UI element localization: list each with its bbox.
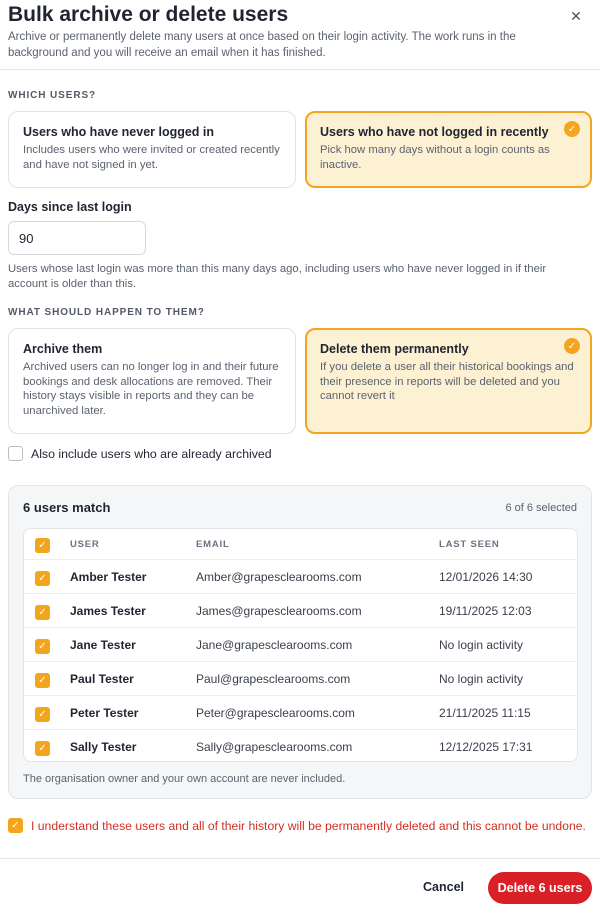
dialog-subtitle: Archive or permanently delete many users at once based on their login activity. The work runs in the background and you will receive an email when it has finished. [8, 31, 516, 59]
table-row[interactable] [24, 662, 577, 696]
user-email: Paul@grapesclearooms.com [196, 671, 351, 686]
row-checkbox[interactable]: ✓ [35, 571, 50, 586]
user-name: Jane Tester [70, 637, 136, 652]
selected-count: 6 of 6 selected [505, 502, 577, 514]
table-row[interactable] [24, 730, 577, 762]
user-email: Amber@grapesclearooms.com [196, 569, 362, 584]
days-input[interactable] [8, 221, 146, 255]
option-desc: If you delete a user all their historical bookings and their presence in reports will be deleted and you cannot revert it [320, 361, 574, 402]
user-email: James@grapesclearooms.com [196, 603, 362, 618]
check-icon: ✓ [564, 121, 580, 137]
check-icon: ✓ [564, 338, 580, 354]
option-title: Users who have never logged in [23, 125, 215, 139]
user-name: Amber Tester [70, 569, 147, 584]
table-row[interactable] [24, 628, 577, 662]
users-table [23, 528, 578, 762]
table-row[interactable] [24, 696, 577, 730]
user-name: James Tester [70, 603, 146, 618]
confirm-checkbox[interactable]: ✓ [8, 818, 23, 833]
confirm-label: I understand these users and all of their history will be permanently deleted and this cannot be undone. [31, 818, 586, 833]
column-user: USER [70, 538, 100, 550]
user-last-seen: 12/01/2026 14:30 [439, 569, 533, 584]
user-last-seen: No login activity [439, 637, 524, 652]
cancel-button[interactable]: Cancel [417, 879, 470, 895]
user-last-seen: 19/11/2025 12:03 [439, 603, 532, 618]
option-never-logged-in[interactable] [8, 111, 296, 188]
user-last-seen: 12/12/2025 17:31 [439, 740, 533, 754]
dialog-title: Bulk archive or delete users [8, 3, 289, 26]
user-name: Paul Tester [70, 671, 134, 686]
option-desc: Includes users who were invited or created recently and have not signed in yet. [23, 144, 280, 171]
table-row[interactable] [24, 560, 577, 594]
dialog-header [0, 0, 600, 70]
days-help-text: Users whose last login was more than this many days ago, including users who have never logged in if their account is older than this. [8, 263, 547, 290]
include-archived-option[interactable] [8, 446, 272, 461]
option-desc: Pick how many days without a login counts as inactive. [320, 144, 550, 171]
option-title: Delete them permanently [320, 342, 469, 356]
column-last-seen: LAST SEEN [439, 538, 500, 550]
select-all-checkbox[interactable]: ✓ [35, 538, 50, 553]
row-checkbox[interactable]: ✓ [35, 741, 50, 756]
column-email: EMAIL [196, 538, 230, 550]
row-checkbox[interactable]: ✓ [35, 673, 50, 688]
user-last-seen: No login activity [439, 671, 524, 686]
user-name: Sally Tester [70, 740, 137, 754]
user-last-seen: 21/11/2025 11:15 [439, 705, 531, 720]
include-archived-label: Also include users who are already archived [31, 446, 272, 461]
user-email: Peter@grapesclearooms.com [196, 705, 355, 720]
matches-note: The organisation owner and your own account are never included. [23, 773, 346, 785]
matches-title: 6 users match [23, 500, 111, 515]
matches-panel [8, 485, 592, 799]
option-archive[interactable] [8, 328, 296, 434]
days-label: Days since last login [8, 200, 132, 214]
table-header [24, 529, 577, 560]
option-delete-permanently[interactable] [305, 328, 592, 434]
include-archived-checkbox[interactable] [8, 446, 23, 461]
option-not-logged-in-recently[interactable] [305, 111, 592, 188]
close-icon[interactable]: ✕ [570, 7, 582, 24]
which-users-label: WHICH USERS? [8, 90, 97, 101]
option-title: Archive them [23, 342, 103, 356]
user-name: Peter Tester [70, 705, 139, 720]
delete-users-button[interactable]: Delete 6 users [488, 872, 592, 904]
row-checkbox[interactable]: ✓ [35, 707, 50, 722]
row-checkbox[interactable]: ✓ [35, 605, 50, 620]
row-checkbox[interactable]: ✓ [35, 639, 50, 654]
confirm-option[interactable] [8, 818, 586, 833]
option-title: Users who have not logged in recently [320, 125, 549, 139]
table-row[interactable] [24, 594, 577, 628]
user-email: Sally@grapesclearooms.com [196, 740, 353, 754]
dialog-footer [0, 858, 600, 913]
user-email: Jane@grapesclearooms.com [196, 637, 353, 652]
option-desc: Archived users can no longer log in and their future bookings and desk allocations are removed. Their history stays visible in reports and they can be unarchived later. [23, 361, 279, 417]
action-label: WHAT SHOULD HAPPEN TO THEM? [8, 307, 205, 318]
